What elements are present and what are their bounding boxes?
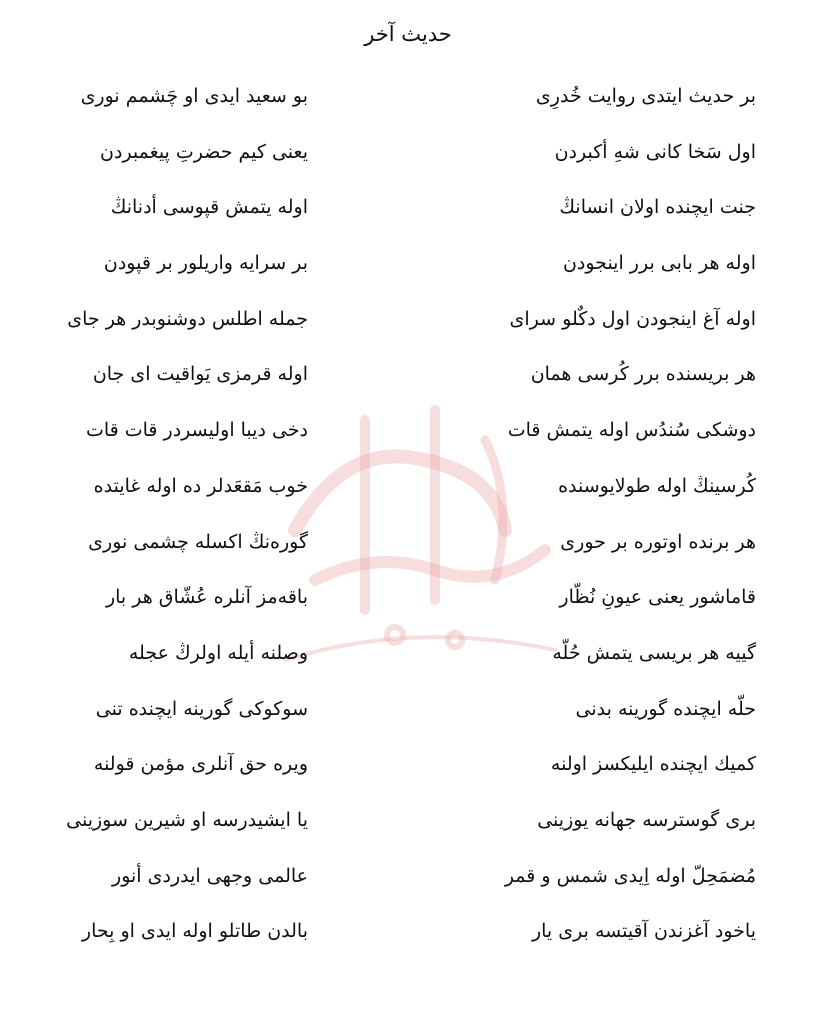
first-hemistich: گییه هر بریسی یتمش حُلّه bbox=[552, 641, 756, 664]
second-hemistich: گورەنڭ اکسله چشمی نوری bbox=[88, 530, 308, 553]
couplet bbox=[0, 245, 816, 301]
poem-title: حدیث آخر bbox=[364, 22, 452, 46]
couplet bbox=[0, 858, 816, 914]
couplet bbox=[0, 468, 816, 524]
second-hemistich: سوکوکی گورینه ایچنده تنی bbox=[95, 697, 308, 720]
second-hemistich: بالدن طاتلو اوله ایدی او بِحار bbox=[81, 920, 308, 943]
first-hemistich: اوله آغ اینجودن اول دکٌلو سرای bbox=[509, 307, 756, 330]
first-hemistich: یاخود آغزندن آقیتسه بری یار bbox=[531, 920, 756, 943]
second-hemistich: دخی دیبا اولیسردر قات قات bbox=[85, 419, 308, 442]
second-hemistich: اوله یتمش قپوسی أدنانڭ bbox=[110, 196, 308, 219]
first-hemistich: هر بریسنده برر کُرسی همان bbox=[530, 363, 756, 386]
first-hemistich: کُرسینڭ اوله طولایوسنده bbox=[558, 474, 756, 497]
second-hemistich: بر سرایه واریلور بر قپودن bbox=[103, 252, 308, 275]
first-hemistich: کمیك ایچنده ایلیکسز اولنه bbox=[550, 753, 756, 776]
couplet bbox=[0, 913, 816, 969]
first-hemistich: جنت ایچنده اولان انسانڭ bbox=[559, 196, 756, 219]
couplet bbox=[0, 412, 816, 468]
second-hemistich: ویره حق آنلری مؤمن قولنه bbox=[93, 753, 308, 776]
couplet bbox=[0, 691, 816, 747]
couplet bbox=[0, 189, 816, 245]
couplet bbox=[0, 524, 816, 580]
second-hemistich: یا ایشیدرسه او شیرین سوزینی bbox=[66, 808, 308, 831]
second-hemistich: بو سعید ایدی او چَشمم نوری bbox=[80, 85, 308, 107]
second-hemistich: جمله اطلس دوشنوبدر هر جای bbox=[67, 307, 308, 330]
couplet bbox=[0, 579, 816, 635]
couplet bbox=[0, 635, 816, 691]
first-hemistich: اول سَخا کانی شهِ أکبردن bbox=[554, 140, 756, 163]
couplet bbox=[0, 78, 816, 134]
second-hemistich: وصلنه أیله اولرڭ عجله bbox=[128, 641, 308, 664]
second-hemistich: اوله قرمزی یَواقیت ای جان bbox=[92, 363, 308, 386]
second-hemistich: باقەمز آنلره عُشّاق هر بار bbox=[105, 586, 308, 609]
second-hemistich: عالمی وجهی ایدردی أنور bbox=[112, 864, 308, 887]
first-hemistich: بری گوسترسه جهانه یوزینی bbox=[537, 808, 756, 831]
couplet bbox=[0, 134, 816, 190]
second-hemistich: یعنی کیم حضرتِ پیغمبردن bbox=[100, 140, 308, 163]
first-hemistich: قاماشور یعنی عیونِ نُظّار bbox=[559, 586, 756, 609]
first-hemistich: مُضمَحِلّ اوله اِیدی شمس و قمر bbox=[504, 864, 756, 887]
second-hemistich: خوب مَقعَدلر ده اوله غایتده bbox=[93, 474, 308, 497]
couplet bbox=[0, 802, 816, 858]
couplet bbox=[0, 356, 816, 412]
first-hemistich: اوله هر بابی برر اینجودن bbox=[562, 252, 756, 275]
couplet bbox=[0, 301, 816, 357]
first-hemistich: حلّه ایچنده گورینه بدنی bbox=[575, 697, 756, 720]
couplet bbox=[0, 746, 816, 802]
first-hemistich: دوشکی سُندُس اوله یتمش قات bbox=[507, 419, 756, 442]
first-hemistich: هر برنده اوتوره بر حوری bbox=[560, 530, 756, 553]
verse-list bbox=[0, 78, 816, 969]
first-hemistich: بر حدیث ایتدی روایت خُدرِی bbox=[535, 85, 756, 107]
